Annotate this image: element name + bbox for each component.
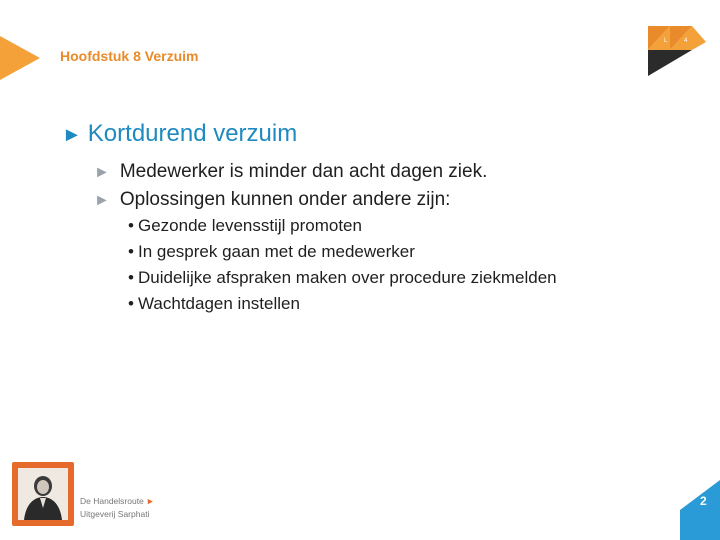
- chapter-title: Hoofdstuk 8 Verzuim: [60, 48, 199, 64]
- page-number: 2: [700, 494, 707, 508]
- publisher-name: De Handelsroute: [80, 496, 144, 506]
- bullet-text: Medewerker is minder dan acht dagen ziek.: [119, 161, 488, 182]
- list-item: [128, 239, 557, 265]
- sub-bullet-marker: •: [128, 294, 134, 313]
- corner-arrow-icon: [0, 36, 40, 80]
- logo-letter-left: L: [664, 38, 668, 44]
- sub-bullet-marker: •: [128, 216, 134, 235]
- slide-title: [62, 120, 297, 148]
- bullet-marker-icon: ►: [94, 192, 110, 209]
- list-item: [128, 291, 557, 317]
- bullet-text: Oplossingen kunnen onder andere zijn:: [119, 189, 451, 210]
- page-number-triangle-icon: [680, 480, 720, 540]
- list-item: [94, 158, 487, 186]
- sub-bullet-list: [128, 213, 557, 317]
- sub-bullet-text: In gesprek gaan met de medewerker: [138, 242, 415, 261]
- list-item: [128, 265, 557, 291]
- portrait-image: [12, 462, 74, 526]
- sub-bullet-text: Duidelijke afspraken maken over procedure ziekmelden: [138, 268, 557, 287]
- logo-letter-right: 4: [684, 38, 688, 44]
- portrait-icon: [18, 468, 68, 520]
- publisher-logo: [12, 462, 182, 530]
- publisher-arrow-icon: ►: [146, 496, 155, 506]
- list-item: [128, 213, 557, 239]
- title-marker-icon: ►: [62, 124, 82, 146]
- sub-bullet-marker: •: [128, 242, 134, 261]
- sub-bullet-text: Gezonde levensstijl promoten: [138, 216, 362, 235]
- bullet-list: [94, 158, 487, 214]
- bullet-marker-icon: ►: [94, 164, 110, 181]
- sub-bullet-marker: •: [128, 268, 134, 287]
- sub-bullet-text: Wachtdagen instellen: [138, 294, 300, 313]
- brand-logo: [648, 26, 706, 76]
- list-item: [94, 186, 487, 214]
- publisher-line-2: Uitgeverij Sarphati: [80, 509, 150, 519]
- logo-triangles-icon: [648, 26, 706, 76]
- publisher-line-1: [80, 496, 155, 506]
- slide-title-text: Kortdurend verzuim: [87, 120, 298, 147]
